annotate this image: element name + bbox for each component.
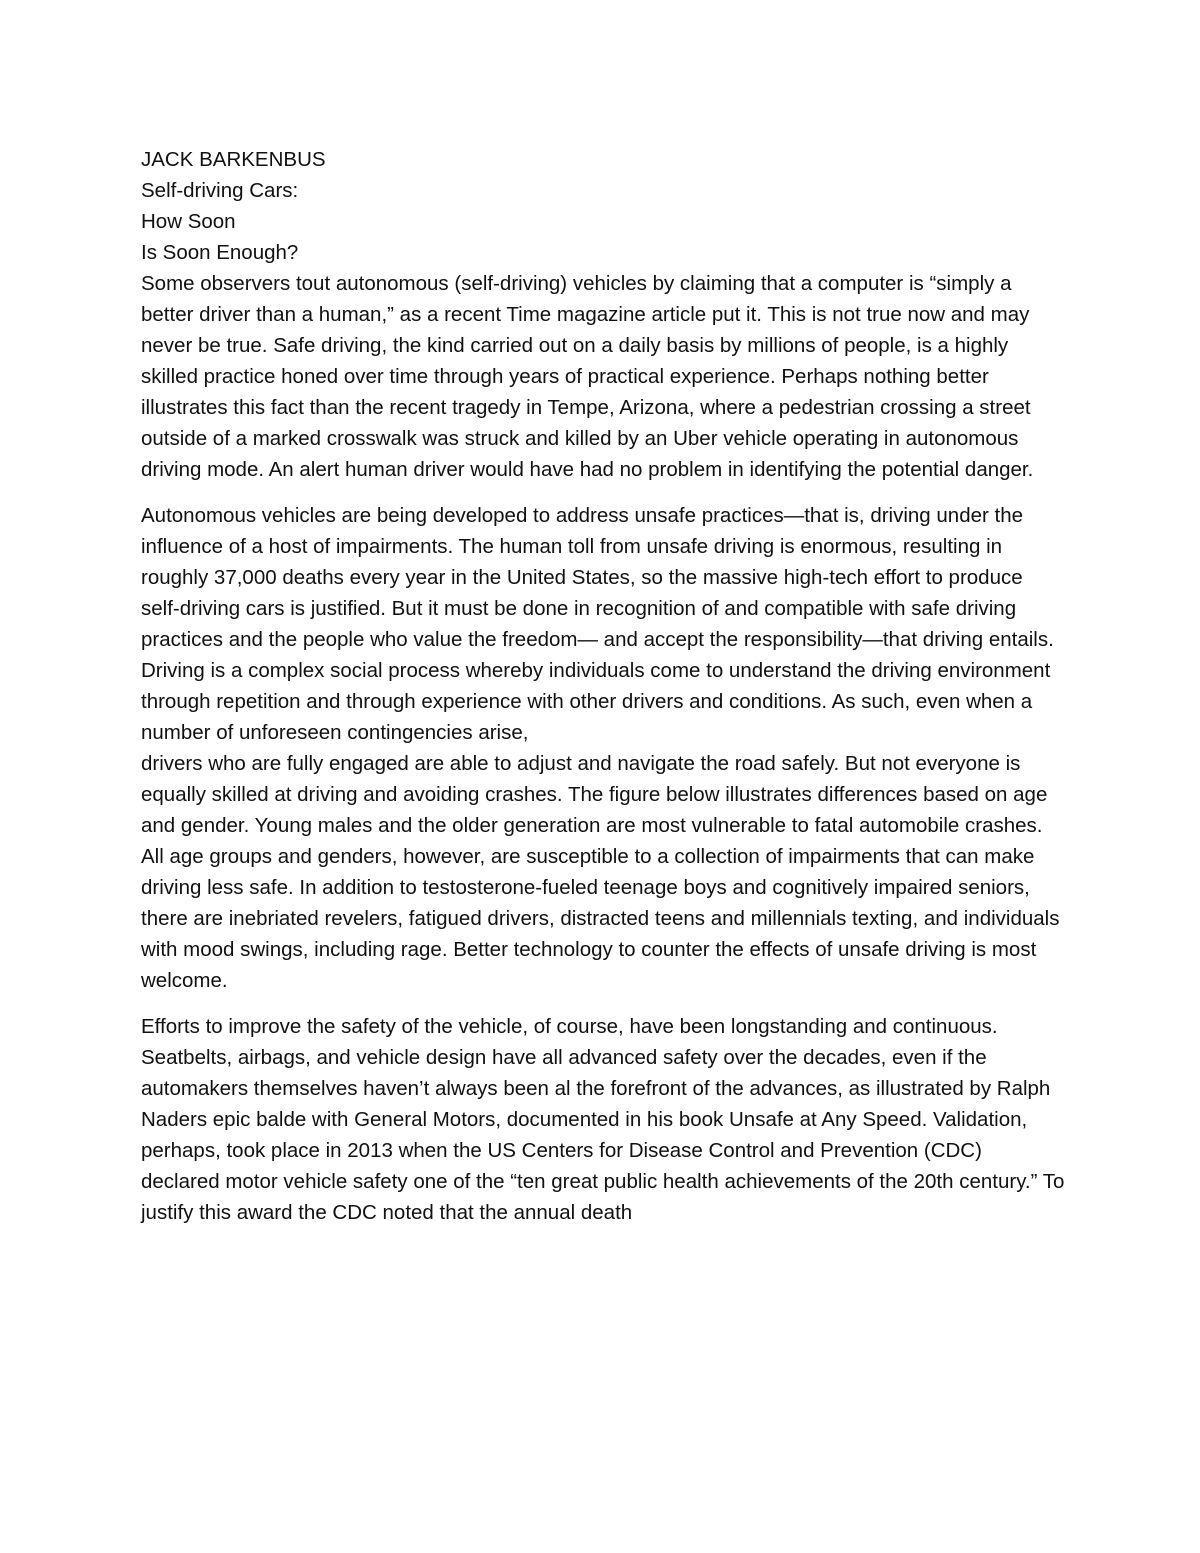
body-paragraph: drivers who are fully engaged are able to adjust and navigate the road safely. But not everyone is equally skilled at driving and avoiding crashes. The figure below illustrates differences based on age and gender. Young males and the older generation are most vulnerable to fatal automobile crashes. All age groups and genders, however, are susceptible to a collection of impairments that can make driving less safe. In addition to testosterone-fueled teenage boys and cognitively impaired seniors, there are inebriated revelers, fatigued drivers, distracted teens and millennials texting, and individuals with mood swings, including rage. Better technology to counter the effects of unsafe driving is most welcome. <box>141 752 1060 992</box>
body-paragraph: Efforts to improve the safety of the vehicle, of course, have been longstanding and continuous. Seatbelts, airbags, and vehicle design have all advanced safety over the decades, even if the automakers themselves haven’t always been al the forefront of the advances, as illustrated by Ralph Naders epic balde with General Motors, documented in his book Unsafe at Any Speed. Validation, perhaps, took place in 2013 when the US Centers for Disease Control and Prevention (CDC) declared motor vehicle safety one of the “ten great public health achievements of the 20th century.” To justify this award the CDC noted that the annual death <box>141 1015 1065 1224</box>
title-line: Is Soon Enough? <box>141 241 299 264</box>
body-paragraph: Driving is a complex social process whereby individuals come to understand the driving environment through repetition and through experience with other drivers and conditions. As such, even when a number of unforeseen contingencies arise, <box>141 659 1051 744</box>
body-paragraph: Some observers tout autonomous (self-driving) vehicles by claiming that a computer is “simply a better driver than a human,” as a recent Time magazine article put it. This is not true now and may never be true. Safe driving, the kind carried out on a daily basis by millions of people, is a highly skilled practice honed over time through years of practical experience. Perhaps nothing better illustrates this fact than the recent tragedy in Tempe, Arizona, where a pedestrian crossing a street outside of a marked crosswalk was struck and killed by an Uber vehicle operating in autonomous driving mode. An alert human driver would have had no problem in identifying the potential danger. <box>141 272 1034 481</box>
document-body <box>141 144 1066 1228</box>
title-line: Self-driving Cars: <box>141 179 299 202</box>
title-line: How Soon <box>141 210 236 233</box>
author-name: JACK BARKENBUS <box>141 148 326 171</box>
body-paragraph: Autonomous vehicles are being developed to address unsafe practices—that is, driving under the influence of a host of impairments. The human toll from unsafe driving is enormous, resulting in roughly 37,000 deaths every year in the United States, so the massive high-tech effort to produce self-driving cars is justified. But it must be done in recognition of and compatible with safe driving practices and the people who value the freedom— and accept the responsibility—that driving entails. <box>141 504 1054 651</box>
